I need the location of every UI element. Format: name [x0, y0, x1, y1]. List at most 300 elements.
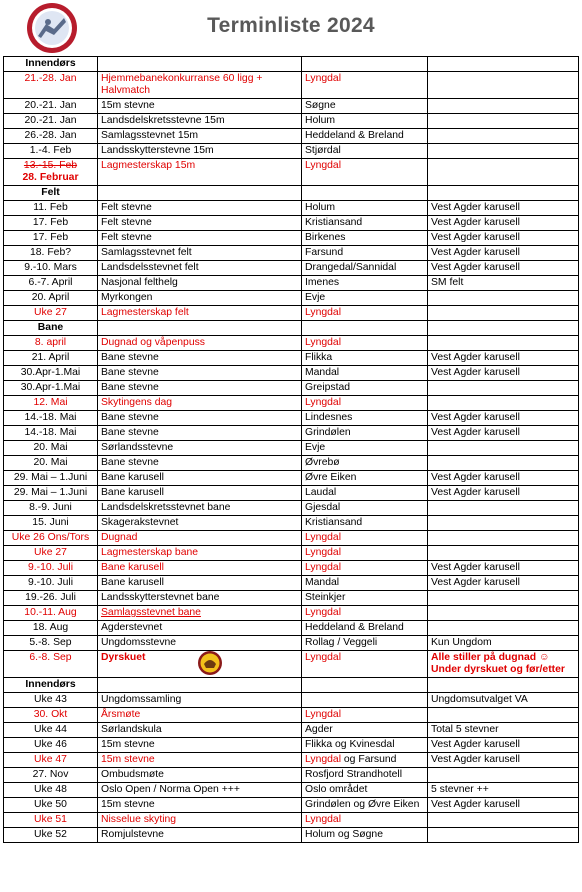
- event-text: Hjemmebanekonkurranse 60 ligg + Halvmatch: [101, 73, 263, 96]
- date-text: 17. Feb: [32, 232, 69, 243]
- date-cell: [4, 129, 98, 144]
- event-text: Dyrskuet: [101, 652, 146, 663]
- date-text: 29. Mai – 1.Juni: [13, 472, 88, 483]
- date-text: 8.-9. Juni: [29, 502, 72, 513]
- note-text: 5 stevner ++: [431, 784, 489, 795]
- section-row: [4, 186, 579, 201]
- note-text: Vest Agder karusell: [431, 754, 520, 765]
- date-cell: [4, 768, 98, 783]
- event-cell: [98, 621, 302, 636]
- date-cell: [4, 738, 98, 753]
- note-cell: [428, 636, 579, 651]
- date-cell: [4, 396, 98, 411]
- place-cell: [302, 738, 428, 753]
- place-text: Søgne: [305, 100, 336, 111]
- place-text: Lyngdal: [305, 607, 342, 618]
- place-cell: [302, 216, 428, 231]
- date-cell: [4, 291, 98, 306]
- note-cell: [428, 411, 579, 426]
- note-cell: [428, 606, 579, 621]
- date-text: Uke 27: [34, 547, 67, 558]
- table-row: [4, 231, 579, 246]
- place-cell: [302, 231, 428, 246]
- table-row: [4, 381, 579, 396]
- place-cell: [302, 768, 428, 783]
- place-text: Lyngdal: [305, 709, 342, 720]
- date-text: 11. Feb: [33, 202, 68, 213]
- place-cell: [302, 114, 428, 129]
- note-cell: [428, 693, 579, 708]
- place-cell: [302, 411, 428, 426]
- note-cell: [428, 651, 579, 678]
- note-cell: [428, 231, 579, 246]
- table-row: [4, 99, 579, 114]
- event-text: Bane stevne: [101, 382, 159, 393]
- event-text: Ombudsmøte: [101, 769, 164, 780]
- place-cell: [302, 516, 428, 531]
- date-text: 30. Okt: [33, 709, 68, 720]
- date-cell: [4, 72, 98, 99]
- event-cell: [98, 828, 302, 843]
- event-cell: [98, 606, 302, 621]
- event-text: Sørlandsstevne: [101, 442, 174, 453]
- table-row: [4, 441, 579, 456]
- event-text: Myrkongen: [101, 292, 153, 303]
- table-row: [4, 129, 579, 144]
- event-text: Romjulstevne: [101, 829, 164, 840]
- place-cell: [302, 144, 428, 159]
- date-cell: [4, 411, 98, 426]
- place-cell: [302, 426, 428, 441]
- place-text: Steinkjer: [305, 592, 346, 603]
- empty-cell: [302, 186, 428, 201]
- place-text: Flikka og Kvinesdal: [305, 739, 395, 750]
- event-text: Dugnad: [101, 532, 138, 543]
- place-cell: [302, 561, 428, 576]
- note-cell: [428, 768, 579, 783]
- event-text: 15m stevne: [101, 739, 155, 750]
- event-cell: [98, 456, 302, 471]
- empty-cell: [98, 57, 302, 72]
- event-cell: [98, 426, 302, 441]
- place-text: Lyngdal: [305, 562, 342, 573]
- new-date: 28. Februar: [22, 172, 79, 183]
- event-cell: [98, 246, 302, 261]
- table-row: [4, 561, 579, 576]
- date-text: Uke 26 Ons/Tors: [11, 532, 90, 543]
- note-cell: [428, 753, 579, 768]
- event-cell: [98, 723, 302, 738]
- old-date: 13.-15. Feb: [23, 160, 78, 171]
- table-row: [4, 768, 579, 783]
- place-text: Lyngdal: [305, 337, 342, 348]
- place-text: Lyngdal: [305, 73, 342, 84]
- event-cell: [98, 411, 302, 426]
- place-text: Lyngdal: [305, 307, 342, 318]
- table-row: [4, 159, 579, 186]
- note-cell: [428, 306, 579, 321]
- date-cell: [4, 546, 98, 561]
- date-cell: [4, 798, 98, 813]
- date-cell: [4, 813, 98, 828]
- section-row: [4, 57, 579, 72]
- empty-cell: [302, 321, 428, 336]
- place-cell: [302, 753, 428, 768]
- table-row: [4, 813, 579, 828]
- date-text: Uke 48: [34, 784, 67, 795]
- place-text: Rosfjord Strandhotell: [305, 769, 403, 780]
- note-cell: [428, 246, 579, 261]
- note-cell: [428, 471, 579, 486]
- table-row: [4, 261, 579, 276]
- place-text: Mandal: [305, 367, 340, 378]
- event-cell: [98, 561, 302, 576]
- event-text: Lagmesterskap 15m: [101, 160, 196, 171]
- event-cell: [98, 651, 302, 678]
- place-cell: [302, 246, 428, 261]
- place-text: Mandal: [305, 577, 340, 588]
- event-text: Landsskytterstevnet bane: [101, 592, 220, 603]
- event-cell: [98, 501, 302, 516]
- place-text: og Farsund: [341, 754, 397, 765]
- note-cell: [428, 291, 579, 306]
- section-row: [4, 678, 579, 693]
- date-text: 14.-18. Mai: [24, 427, 77, 438]
- date-cell: [4, 366, 98, 381]
- event-text: Agderstevnet: [101, 622, 163, 633]
- page-title: Terminliste 2024: [207, 14, 375, 37]
- place-cell: [302, 501, 428, 516]
- event-cell: [98, 738, 302, 753]
- date-text: 9.-10. Juli: [27, 577, 74, 588]
- event-text: Sørlandskula: [101, 724, 162, 735]
- event-cell: [98, 471, 302, 486]
- place-text: Grindølen: [305, 427, 351, 438]
- date-text: 6.-8. Sep: [29, 652, 72, 663]
- section-label: Bane: [4, 321, 98, 336]
- event-cell: [98, 381, 302, 396]
- date-text: Uke 47: [34, 754, 67, 765]
- table-row: [4, 708, 579, 723]
- place-text: Øvre Eiken: [305, 472, 357, 483]
- place-text: Kristiansand: [305, 217, 363, 228]
- note-cell: [428, 201, 579, 216]
- empty-cell: [302, 678, 428, 693]
- note-text: Vest Agder karusell: [431, 217, 520, 228]
- note-cell: [428, 738, 579, 753]
- note-text: Vest Agder karusell: [431, 247, 520, 258]
- place-cell: [302, 441, 428, 456]
- event-cell: [98, 516, 302, 531]
- table-row: [4, 828, 579, 843]
- place-cell: [302, 291, 428, 306]
- empty-cell: [428, 678, 579, 693]
- table-row: [4, 396, 579, 411]
- event-text: Oslo Open / Norma Open +++: [101, 784, 240, 795]
- note-cell: [428, 828, 579, 843]
- date-text: Uke 51: [34, 814, 67, 825]
- place-cell: [302, 828, 428, 843]
- date-cell: [4, 201, 98, 216]
- place-text: Heddeland & Breland: [305, 622, 404, 633]
- note-text: Vest Agder karusell: [431, 427, 520, 438]
- note-text: Vest Agder karusell: [431, 577, 520, 588]
- place-cell: [302, 693, 428, 708]
- table-row: [4, 621, 579, 636]
- note-cell: [428, 396, 579, 411]
- event-cell: [98, 366, 302, 381]
- date-text: 9.-10. Juli: [27, 562, 74, 573]
- table-row: [4, 651, 579, 678]
- date-cell: [4, 501, 98, 516]
- note-cell: [428, 144, 579, 159]
- note-text: Vest Agder karusell: [431, 487, 520, 498]
- place-cell: [302, 636, 428, 651]
- table-row: [4, 501, 579, 516]
- place-text: Stjørdal: [305, 145, 341, 156]
- empty-cell: [428, 57, 579, 72]
- place-text: Holum: [305, 115, 336, 126]
- place-cell: [302, 531, 428, 546]
- date-text: 20. Mai: [33, 457, 68, 468]
- place-cell: [302, 723, 428, 738]
- note-text: Vest Agder karusell: [431, 472, 520, 483]
- event-cell: [98, 693, 302, 708]
- event-text: Samlagsstevnet felt: [101, 247, 192, 258]
- place-cell: [302, 456, 428, 471]
- date-cell: [4, 231, 98, 246]
- note-cell: [428, 621, 579, 636]
- note-cell: [428, 381, 579, 396]
- note-cell: [428, 546, 579, 561]
- note-cell: [428, 591, 579, 606]
- table-row: [4, 336, 579, 351]
- table-row: [4, 201, 579, 216]
- table-row: [4, 486, 579, 501]
- date-cell: [4, 708, 98, 723]
- place-cell: [302, 351, 428, 366]
- place-text: Rollag / Veggeli: [305, 637, 378, 648]
- place-cell: [302, 366, 428, 381]
- note-cell: [428, 516, 579, 531]
- date-text: 9.-10. Mars: [24, 262, 77, 273]
- table-row: [4, 693, 579, 708]
- date-text: 1.-4. Feb: [29, 145, 72, 156]
- place-cell: [302, 651, 428, 678]
- note-text: SM felt: [431, 277, 464, 288]
- event-text: Dugnad og våpenpuss: [101, 337, 205, 348]
- date-text: 30.Apr-1.Mai: [20, 367, 81, 378]
- note-text-line2: Under dyrskuet og før/etter: [431, 664, 565, 675]
- table-row: [4, 216, 579, 231]
- event-cell: [98, 708, 302, 723]
- table-row: [4, 471, 579, 486]
- place-text: Drangedal/Sannidal: [305, 262, 397, 273]
- date-text: Uke 52: [34, 829, 67, 840]
- place-cell: [302, 159, 428, 186]
- event-text: 15m stevne: [101, 100, 155, 111]
- event-cell: [98, 441, 302, 456]
- empty-cell: [98, 678, 302, 693]
- note-cell: [428, 486, 579, 501]
- place-cell: [302, 591, 428, 606]
- note-cell: [428, 72, 579, 99]
- date-text: 21.-28. Jan: [24, 73, 77, 84]
- note-cell: [428, 114, 579, 129]
- date-cell: [4, 216, 98, 231]
- event-cell: [98, 306, 302, 321]
- date-cell: [4, 276, 98, 291]
- event-cell: [98, 201, 302, 216]
- place-cell: [302, 72, 428, 99]
- date-cell: [4, 351, 98, 366]
- event-text: Bane stevne: [101, 352, 159, 363]
- event-text: Landsskytterstevne 15m: [101, 145, 214, 156]
- note-cell: [428, 723, 579, 738]
- event-text: Årsmøte: [101, 709, 141, 720]
- place-text: Lindesnes: [305, 412, 353, 423]
- date-cell: [4, 456, 98, 471]
- note-text: Kun Ungdom: [431, 637, 492, 648]
- note-cell: [428, 159, 579, 186]
- empty-cell: [98, 321, 302, 336]
- date-text: Uke 50: [34, 799, 67, 810]
- place-text: Lyngdal: [305, 397, 342, 408]
- place-text: Flikka: [305, 352, 333, 363]
- note-cell: [428, 336, 579, 351]
- date-cell: [4, 426, 98, 441]
- empty-cell: [428, 186, 579, 201]
- date-cell: [4, 636, 98, 651]
- empty-cell: [428, 321, 579, 336]
- place-cell: [302, 798, 428, 813]
- note-cell: [428, 501, 579, 516]
- place-text: Evje: [305, 442, 326, 453]
- note-text: Vest Agder karusell: [431, 367, 520, 378]
- date-text: 20.-21. Jan: [24, 115, 77, 126]
- page-header: [0, 0, 582, 56]
- event-text: Samlagsstevnet 15m: [101, 130, 199, 141]
- table-row: [4, 753, 579, 768]
- event-text: Bane stevne: [101, 457, 159, 468]
- schedule-table: [3, 56, 579, 843]
- date-cell: [4, 159, 98, 186]
- section-label: Felt: [4, 186, 98, 201]
- place-cell: [302, 129, 428, 144]
- note-cell: [428, 426, 579, 441]
- note-text: Ungdomsutvalget VA: [431, 694, 528, 705]
- date-cell: [4, 561, 98, 576]
- table-row: [4, 798, 579, 813]
- date-text: 14.-18. Mai: [24, 412, 77, 423]
- place-text: Lyngdal: [305, 814, 342, 825]
- date-cell: [4, 651, 98, 678]
- smiley-icon: ☺: [538, 652, 550, 663]
- table-row: [4, 114, 579, 129]
- event-text: Ungdomsstevne: [101, 637, 177, 648]
- date-text: 20. April: [31, 292, 70, 303]
- place-text: Lyngdal: [305, 547, 342, 558]
- place-cell: [302, 576, 428, 591]
- date-text: Uke 27: [34, 307, 67, 318]
- place-cell: [302, 471, 428, 486]
- place-cell: [302, 336, 428, 351]
- event-text: Bane stevne: [101, 367, 159, 378]
- section-row: [4, 321, 579, 336]
- table-row: [4, 591, 579, 606]
- date-cell: [4, 486, 98, 501]
- place-text: Lyngdal: [305, 652, 342, 663]
- place-text: Evje: [305, 292, 326, 303]
- event-text: 15m stevne: [101, 799, 155, 810]
- place-text: Lyngdal: [305, 532, 342, 543]
- empty-cell: [302, 57, 428, 72]
- date-cell: [4, 783, 98, 798]
- note-cell: [428, 351, 579, 366]
- note-text: Vest Agder karusell: [431, 739, 520, 750]
- date-text: 8. april: [34, 337, 67, 348]
- place-text: Agder: [305, 724, 333, 735]
- event-text: Bane karusell: [101, 472, 164, 483]
- section-label: Innendørs: [4, 57, 98, 72]
- section-label: Innendørs: [4, 678, 98, 693]
- date-text: 6.-7. April: [28, 277, 73, 288]
- note-text: Vest Agder karusell: [431, 799, 520, 810]
- date-cell: [4, 693, 98, 708]
- place-cell: [302, 813, 428, 828]
- dyrskuet-badge-icon: [197, 651, 223, 677]
- event-cell: [98, 99, 302, 114]
- place-text: Øvrebø: [305, 457, 340, 468]
- note-cell: [428, 576, 579, 591]
- event-text: Skagerakstevnet: [101, 517, 179, 528]
- event-text: Skytingens dag: [101, 397, 173, 408]
- place-text: Heddeland & Breland: [305, 130, 404, 141]
- place-text: Holum og Søgne: [305, 829, 383, 840]
- table-row: [4, 738, 579, 753]
- note-cell: [428, 441, 579, 456]
- date-cell: [4, 99, 98, 114]
- note-cell: [428, 261, 579, 276]
- note-cell: [428, 216, 579, 231]
- date-cell: [4, 381, 98, 396]
- note-cell: [428, 129, 579, 144]
- date-text: 26.-28. Jan: [24, 130, 77, 141]
- event-text: Lagmesterskap bane: [101, 547, 199, 558]
- place-cell: [302, 546, 428, 561]
- table-row: [4, 516, 579, 531]
- event-text: Bane karusell: [101, 487, 164, 498]
- event-cell: [98, 231, 302, 246]
- table-row: [4, 246, 579, 261]
- event-cell: [98, 159, 302, 186]
- table-row: [4, 783, 579, 798]
- note-cell: [428, 798, 579, 813]
- event-text: Bane karusell: [101, 577, 164, 588]
- table-row: [4, 636, 579, 651]
- date-text: 19.-26. Juli: [25, 592, 76, 603]
- date-cell: [4, 828, 98, 843]
- place-text: Birkenes: [305, 232, 346, 243]
- table-row: [4, 291, 579, 306]
- event-cell: [98, 114, 302, 129]
- place-cell: [302, 708, 428, 723]
- table-row: [4, 576, 579, 591]
- date-cell: [4, 606, 98, 621]
- event-cell: [98, 129, 302, 144]
- table-row: [4, 72, 579, 99]
- place-text: Farsund: [305, 247, 344, 258]
